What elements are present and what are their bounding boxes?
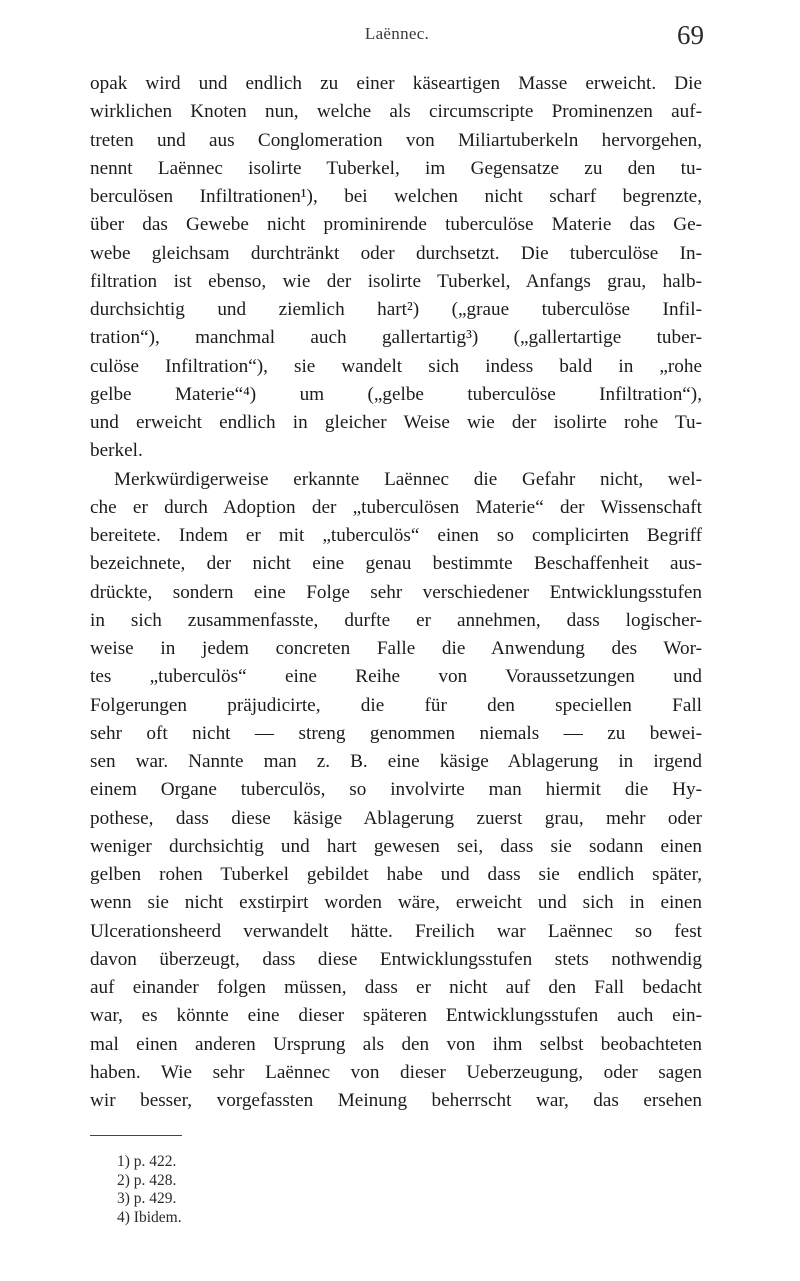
- text-line: haben. Wie sehr Laënnec von dieser Ueberzeugung, oder sagen: [90, 1061, 702, 1083]
- text-line: in sich zusammenfasste, durfte er annehmen, dass logischer-: [90, 609, 702, 631]
- text-line: weise in jedem concreten Falle die Anwendung des Wor-: [90, 638, 702, 659]
- text-line: mal einen anderen Ursprung als den von ihm selbst beobachteten: [90, 1033, 702, 1055]
- text-line: gelbe Materie“⁴) um („gelbe tuberculöse Infiltration“),: [90, 383, 702, 405]
- text-line: pothese, dass diese käsige Ablagerung zuerst grau, mehr oder: [90, 807, 702, 829]
- text-line: gelben rohen Tuberkel gebildet habe und dass sie endlich später,: [90, 864, 702, 885]
- text-line: und erweicht endlich in gleicher Weise wie der isolirte rohe Tu-: [90, 412, 702, 433]
- text-line: Ulcerationsheerd verwandelt hätte. Freilich war Laënnec so fest: [90, 920, 702, 942]
- text-line: wenn sie nicht exstirpirt worden wäre, erweicht und sich in einen: [90, 892, 702, 914]
- running-head: Laënnec.: [364, 24, 430, 43]
- page-header: [90, 20, 704, 54]
- text-line: filtration ist ebenso, wie der isolirte Tuberkel, Anfangs grau, halb-: [90, 270, 702, 292]
- footnotes: [117, 1153, 182, 1227]
- text-line: Folgerungen präjudicirte, die für den speciellen Fall: [90, 694, 702, 716]
- footnote: 3) p. 429.: [117, 1190, 177, 1208]
- footnote: 2) p. 428.: [117, 1171, 177, 1189]
- text-line: davon überzeugt, dass diese Entwicklungsstufen stets nothwendig: [90, 948, 702, 970]
- text-line: wirklichen Knoten nun, welche als circumscripte Prominenzen auf-: [90, 101, 702, 123]
- text-line: treten und aus Conglomeration von Miliartuberkeln hervorgehen,: [90, 129, 702, 151]
- text-line: berculösen Infiltrationen¹), bei welchen nicht scharf begrenzte,: [90, 186, 702, 207]
- text-line: nennt Laënnec isolirte Tuberkel, im Gegensatze zu den tu-: [90, 157, 702, 179]
- text-line: opak wird und endlich zu einer käseartigen Masse erweicht. Die: [90, 73, 702, 94]
- text-line: webe gleichsam durchtränkt oder durchsetzt. Die tuberculöse In-: [90, 242, 702, 264]
- text-line: che er durch Adoption der „tuberculösen Materie“ der Wissenschaft: [90, 496, 702, 518]
- text-line: tes „tuberculös“ eine Reihe von Voraussetzungen und: [90, 666, 702, 688]
- page-number: 69: [677, 20, 704, 50]
- text-line: weniger durchsichtig und hart gewesen sei, dass sie sodann einen: [90, 835, 702, 857]
- main-text: [90, 70, 702, 1115]
- text-line: berkel.: [90, 440, 143, 462]
- text-line: bezeichnete, der nicht eine genau bestimmte Beschaffenheit aus-: [90, 553, 702, 575]
- text-line: tration“), manchmal auch gallertartig³) („gallertartige tuber-: [90, 327, 702, 349]
- text-line: sen war. Nannte man z. B. eine käsige Ablagerung in irgend: [90, 751, 702, 772]
- text-line: wir besser, vorgefassten Meinung beherrscht war, das ersehen: [90, 1090, 702, 1111]
- footnote-divider: [90, 1135, 182, 1136]
- text-line: auf einander folgen müssen, dass er nicht auf den Fall bedacht: [90, 977, 702, 998]
- text-line: über das Gewebe nicht prominirende tuberculöse Materie das Ge-: [90, 214, 702, 236]
- footnote: 1) p. 422.: [117, 1153, 177, 1170]
- text-line: einem Organe tuberculös, so involvirte man hiermit die Hy-: [90, 779, 702, 801]
- text-line: Merkwürdigerweise erkannte Laënnec die Gefahr nicht, wel-: [114, 468, 702, 490]
- text-line: culöse Infiltration“), sie wandelt sich indess bald in „rohe: [90, 355, 702, 377]
- text-line: drückte, sondern eine Folge sehr verschiedener Entwicklungsstufen: [90, 581, 702, 603]
- text-line: durchsichtig und ziemlich hart²) („graue tuberculöse Infil-: [90, 299, 702, 320]
- text-line: war, es könnte eine dieser späteren Entwicklungsstufen auch ein-: [90, 1005, 702, 1027]
- text-line: sehr oft nicht — streng genommen niemals — zu bewei-: [90, 722, 702, 744]
- text-line: bereitete. Indem er mit „tuberculös“ einen so complicirten Begriff: [90, 525, 702, 546]
- footnote: 4) Ibidem.: [117, 1208, 182, 1226]
